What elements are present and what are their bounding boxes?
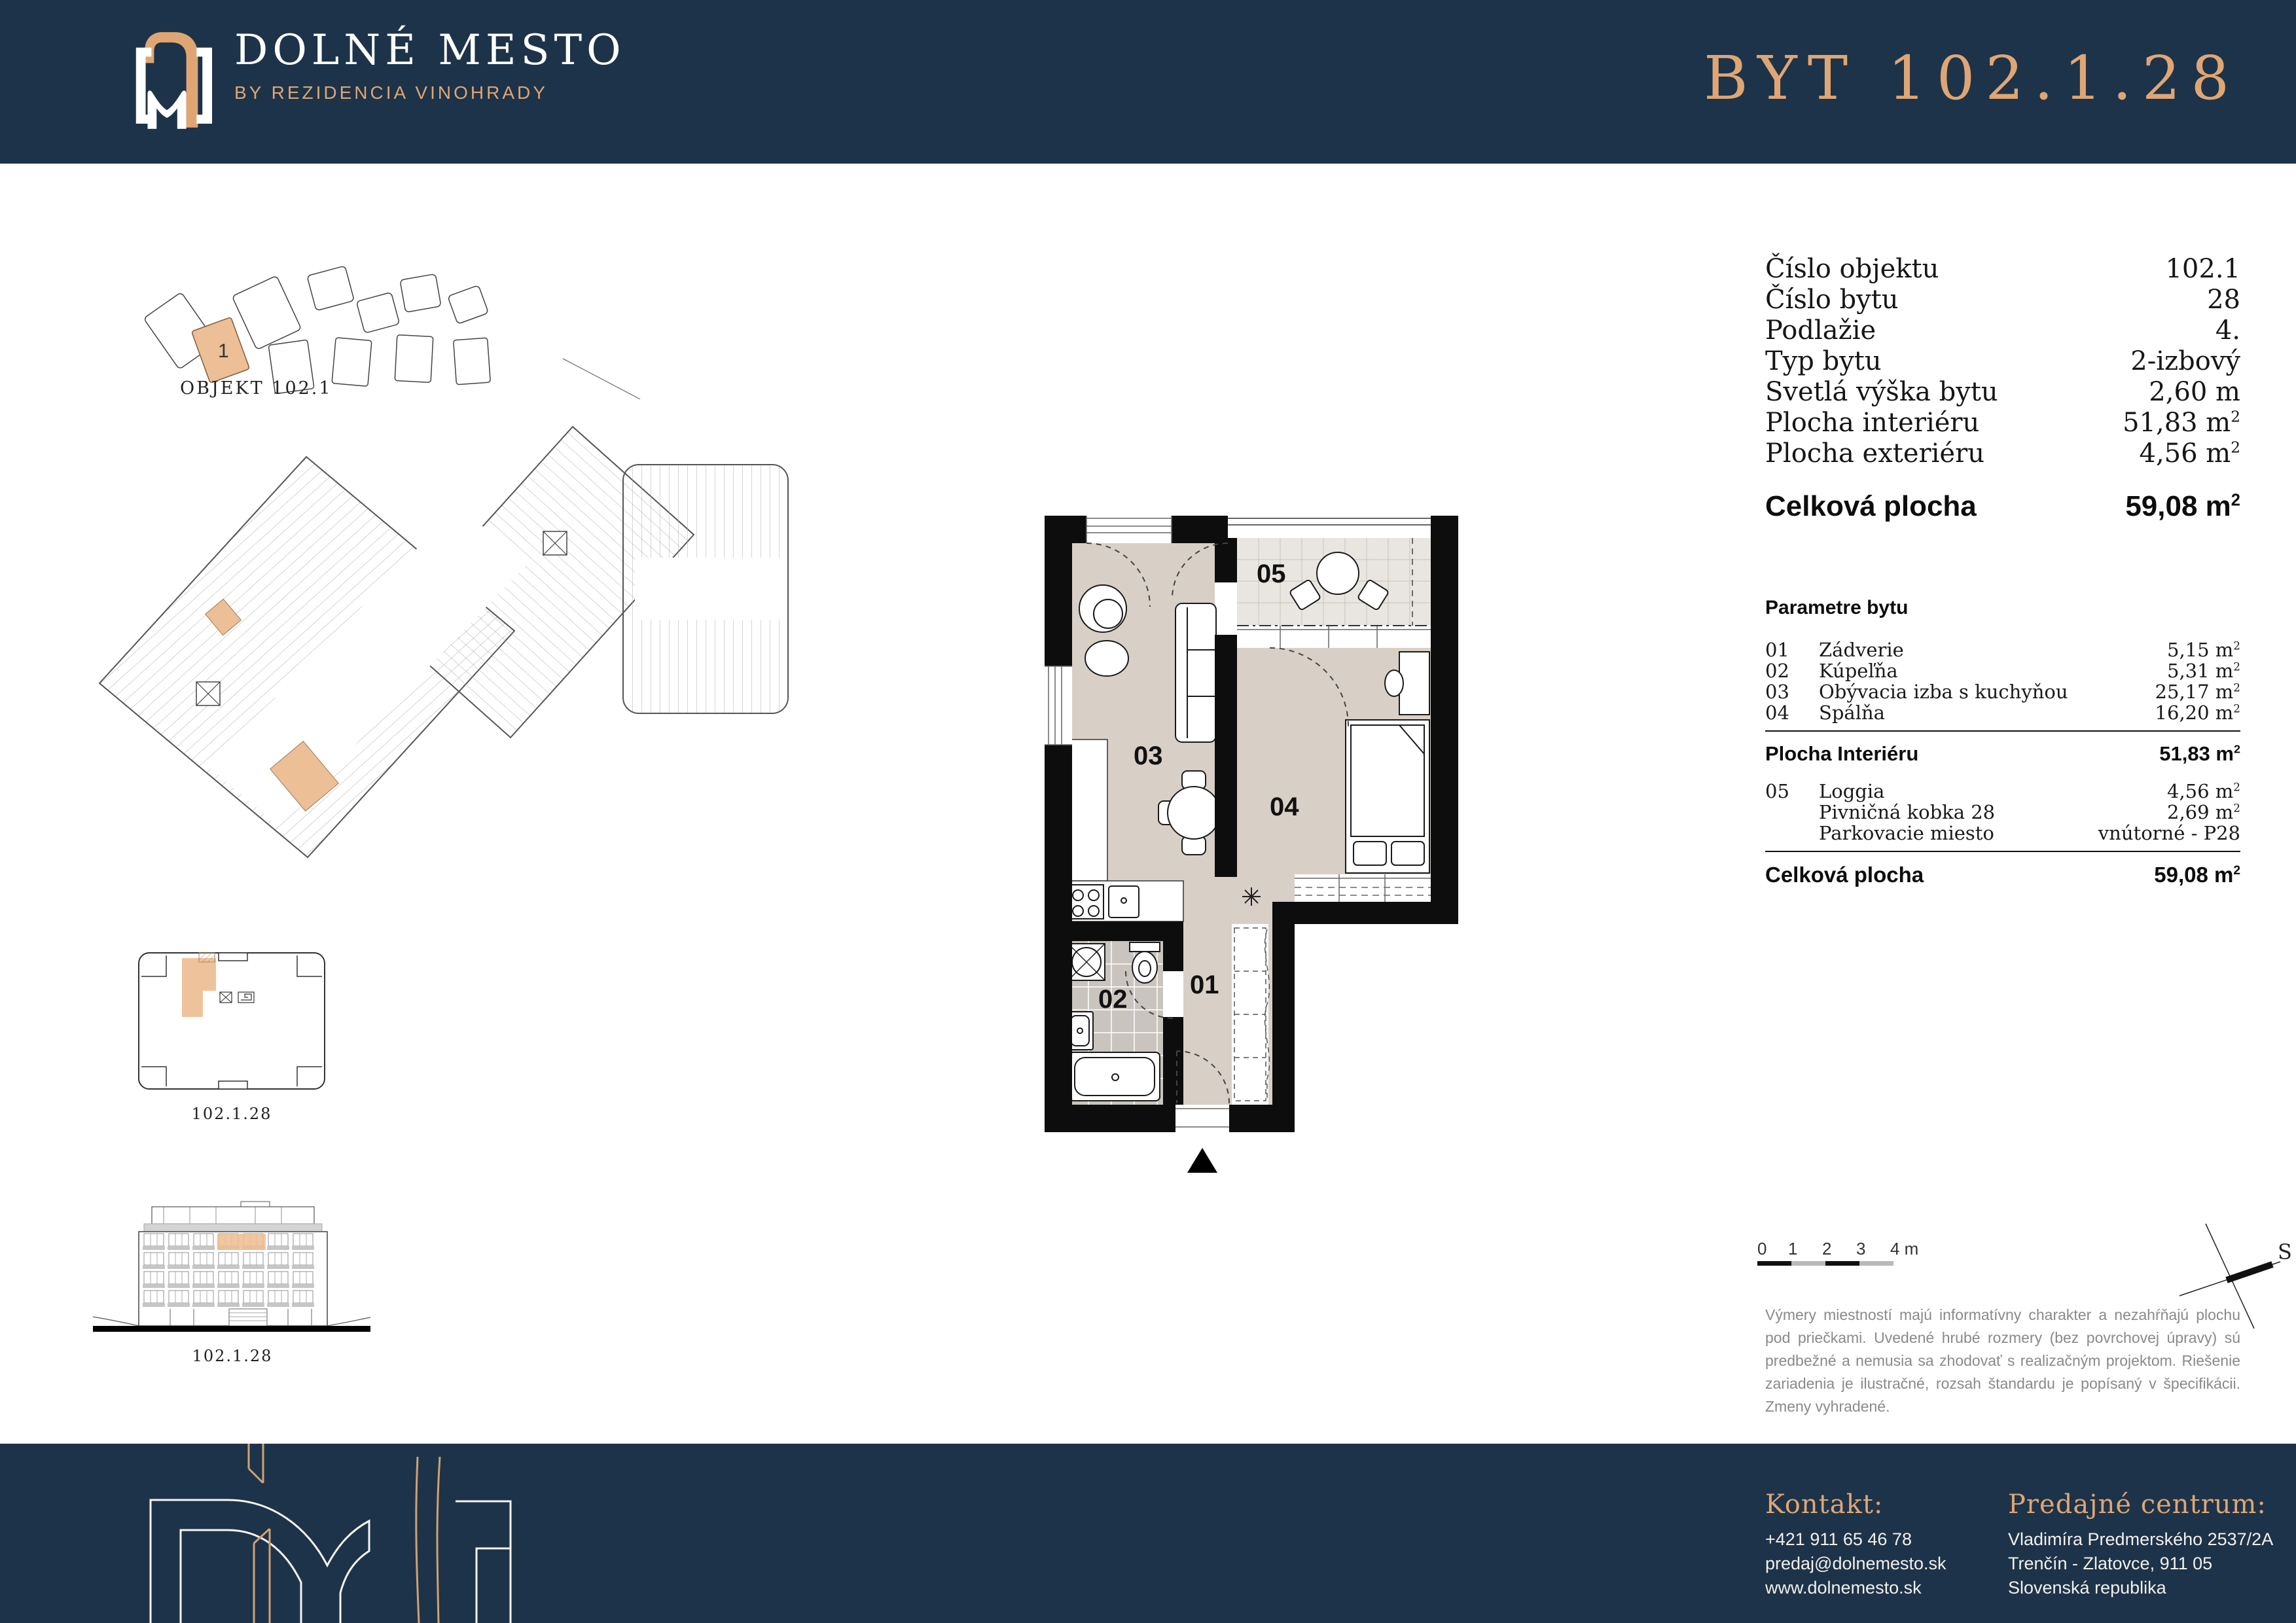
total-area-value: 59,08 $m^2$ <box>2125 490 2240 522</box>
scale-bar <box>1757 1239 1954 1273</box>
divider <box>1765 730 2240 732</box>
contact-lines <box>1765 1527 1946 1600</box>
brand-subtitle: BY REZIDENCIA VINOHRADY <box>234 82 548 103</box>
divider <box>1765 851 2240 852</box>
header-band <box>0 0 2296 164</box>
detail-row: Podlažie 4. <box>1765 315 2240 346</box>
detail-row: Plocha interiéru 51,83 $m^2$ <box>1765 408 2240 438</box>
elevation-caption: 102.1.28 <box>192 1347 273 1365</box>
garage-plan-svg <box>92 401 792 875</box>
detail-row: Svetlá výška bytu 2,60 m <box>1765 377 2240 407</box>
brand-monogram-icon <box>126 25 212 135</box>
interior-area-row: Plocha Interiéru 51,83 $m^2$ <box>1765 742 2240 765</box>
parameter-row: Pivničná kobka 28 2,69 $m^2$ <box>1819 801 2240 823</box>
scalebar-tick-label: 1 <box>1788 1239 1798 1258</box>
entrance-arrow-icon <box>1187 1148 1217 1173</box>
footer-line: predaj@dolnemesto.sk <box>1765 1554 1946 1573</box>
footer-band <box>0 1444 2296 1623</box>
page-title: BYT 102.1.28 <box>1703 43 2240 113</box>
footer-line: +421 911 65 46 78 <box>1765 1529 1912 1549</box>
fixture-symbol-icon <box>1242 887 1261 906</box>
parameter-row: Parkovacie miesto vnútorné - P28 <box>1819 822 2240 844</box>
footer-line: Slovenská republika <box>2008 1578 2166 1597</box>
parameter-row: 02 Kúpeľňa 5,31 $m^2$ <box>1765 660 2240 682</box>
contact-heading: Kontakt: <box>1765 1489 1884 1520</box>
keyplan-caption: 102.1.28 <box>191 1105 272 1123</box>
parameter-row: 04 Spálňa 16,20 $m^2$ <box>1765 702 2240 724</box>
detail-row: Číslo bytu 28 <box>1765 285 2240 315</box>
scalebar-tick-label: 0 <box>1757 1239 1767 1258</box>
scalebar-tick-label: 3 <box>1856 1239 1866 1258</box>
building-elevation-svg <box>92 1199 373 1355</box>
compass-north-label: S <box>2278 1240 2292 1264</box>
brand-title: DOLNÉ MESTO <box>234 26 626 75</box>
brand-logo <box>126 25 626 135</box>
total-area-row <box>1765 490 2240 523</box>
parameter-row: 03 Obývacia izba s kuchyňou 25,17 $m^2$ <box>1765 681 2240 703</box>
elevation-apartment-highlight <box>217 1234 266 1250</box>
apartment-details-table <box>1765 254 2240 523</box>
floor-key-plan-svg <box>136 950 327 1093</box>
detail-row: Plocha exteriéru 4,56 $m^2$ <box>1765 438 2240 469</box>
sales-center-heading: Predajné centrum: <box>2008 1489 2267 1520</box>
room-label-03: 03 <box>1134 741 1163 770</box>
detail-row: Typ bytu 2-izbový <box>1765 346 2240 376</box>
room-label-05: 05 <box>1257 560 1286 588</box>
room-label-02: 02 <box>1098 985 1128 1014</box>
total-area-label: Celková plocha <box>1765 490 1977 522</box>
footer-line: Trenčín - Zlatovce, 911 05 <box>2008 1554 2213 1573</box>
disclaimer-text: Výmery miestností majú informatívny charakter a nezahŕňajú plochu pod priečkami. Uvedené hrubé rozmery (bez povrchovej úpravy) sú predbežné a nemusia sa zhodovať s realizačným projektom. Riešenie zariadenia je ilustračné, rozsah štandardu je popísaný v špecifikácii. Zmeny vyhradené. <box>1765 1306 2240 1415</box>
apartment-floor-plan-svg <box>1038 510 1470 1185</box>
footer-watermark-monogram-icon <box>52 1444 524 1623</box>
footer-line: Vladimíra Predmerského 2537/2A <box>2008 1529 2274 1549</box>
scalebar-tick-label: 4 m <box>1890 1239 1919 1258</box>
detail-row: Číslo objektu 102.1 <box>1765 254 2240 284</box>
site-plan-caption: OBJEKT 102.1 <box>180 378 332 399</box>
room-parameters-table <box>1765 597 2240 890</box>
site-highlight-label: 1 <box>218 340 229 362</box>
parameter-row: 05 Loggia 4,56 $m^2$ <box>1765 780 2240 802</box>
footer-line: www.dolnemesto.sk <box>1765 1578 1922 1597</box>
sales-center-lines <box>2008 1527 2273 1600</box>
room-label-01: 01 <box>1190 971 1219 999</box>
parameter-row: 01 Zádverie 5,15 $m^2$ <box>1765 639 2240 661</box>
parameters-heading: Parametre bytu <box>1765 597 1909 618</box>
total-area-row-bottom: Celková plocha 59,08 $m^2$ <box>1765 863 2240 887</box>
scalebar-tick-label: 2 <box>1822 1239 1832 1258</box>
room-label-04: 04 <box>1270 793 1299 821</box>
